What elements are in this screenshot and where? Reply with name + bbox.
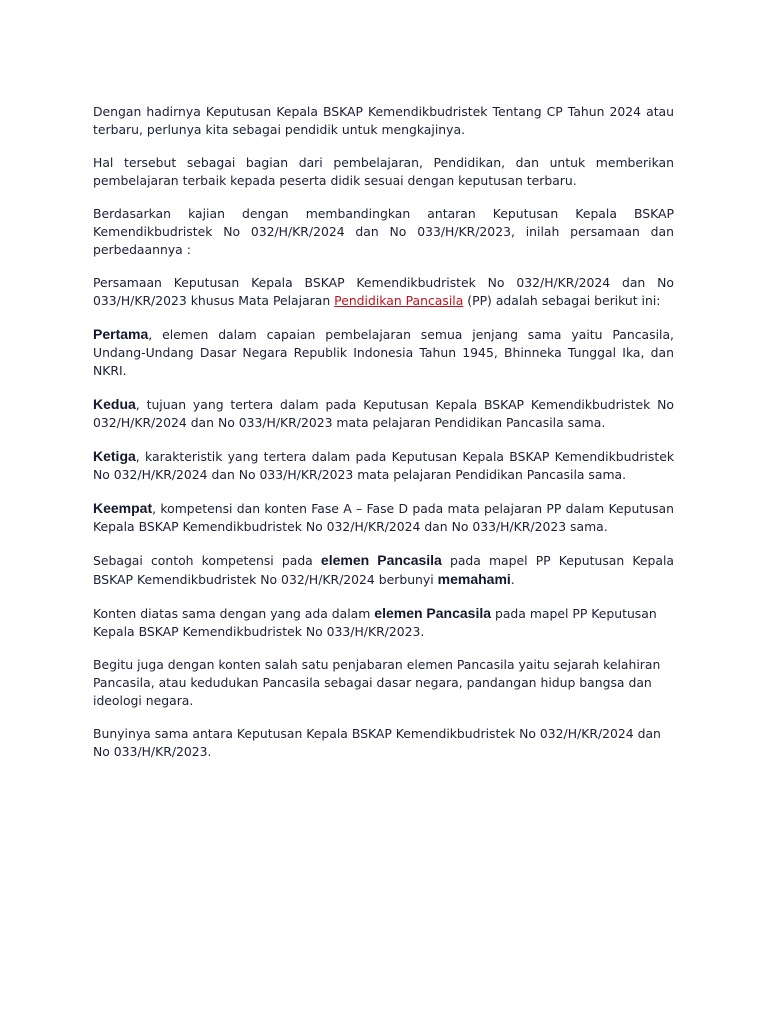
point-third-text: , karakteristik yang tertera dalam pada Keputusan Kepala BSKAP Kemendikbudristek No 032/H/KR/2024 dan No 033/H/KR/2023 mata pelajaran Pendidikan Pancasila sama. bbox=[93, 449, 674, 482]
point-first-label: Pertama bbox=[93, 326, 149, 342]
paragraph-example bbox=[93, 551, 674, 589]
paragraph-history: Begitu juga dengan konten salah satu penjabaran elemen Pancasila yaitu sejarah kelahiran Pancasila, atau kedudukan Pancasila sebagai dasar negara, pandangan hidup bangsa dan ideologi negara. bbox=[93, 657, 661, 708]
content-same-element-label: elemen Pancasila bbox=[374, 605, 492, 621]
content-same-text-end: pada mapel PP Keputusan Kepala BSKAP Kemendikbudristek No 033/H/KR/2023. bbox=[93, 606, 657, 639]
content-same-text-start: Konten diatas sama dengan yang ada dalam bbox=[93, 606, 375, 621]
paragraph-similarities bbox=[93, 274, 674, 310]
paragraph-conclusion: Bunyinya sama antara Keputusan Kepala BSKAP Kemendikbudristek No 032/H/KR/2024 dan No 033/H/KR/2023. bbox=[93, 726, 661, 759]
example-text-end: . bbox=[510, 572, 515, 587]
paragraph-similarities-text: Persamaan Keputusan Kepala BSKAP Kemendikbudristek No 032/H/KR/2024 dan No 033/H/KR/2023 khusus Mata Pelajaran bbox=[93, 275, 674, 308]
point-first-text: , elemen dalam capaian pembelajaran semua jenjang sama yaitu Pancasila, Undang-Undang Dasar Negara Republik Indonesia Tahun 1945, Bhinneka Tunggal Ika, dan NKRI. bbox=[93, 327, 674, 378]
paragraph-similarities-tail: (PP) adalah sebagai berikut ini: bbox=[463, 293, 661, 308]
point-third-label: Ketiga bbox=[93, 448, 136, 464]
point-fourth-text: , kompetensi dan konten Fase A – Fase D pada mata pelajaran PP dalam Keputusan Kepala BSKAP Kemendikbudristek No 032/H/KR/2024 dan No 033/H/KR/2023 sama. bbox=[93, 501, 674, 534]
document-body bbox=[93, 103, 674, 776]
paragraph-point-third bbox=[93, 447, 674, 484]
paragraph-point-first bbox=[93, 325, 674, 380]
paragraph-comparison-intro: Berdasarkan kajian dengan membandingkan antaran Keputusan Kepala BSKAP Kemendikbudristek No 032/H/KR/2024 dan No 033/H/KR/2023, inilah persamaan dan perbedaannya : bbox=[93, 206, 674, 257]
example-competency-label: memahami bbox=[437, 571, 511, 587]
point-second-label: Kedua bbox=[93, 396, 136, 412]
example-text-start: Sebagai contoh kompetensi pada bbox=[93, 553, 321, 568]
example-element-label: elemen Pancasila bbox=[320, 552, 442, 568]
point-second-text: , tujuan yang tertera dalam pada Keputusan Kepala BSKAP Kemendikbudristek No 032/H/KR/2024 dan No 033/H/KR/2023 mata pelajaran Pendidikan Pancasila sama. bbox=[93, 397, 674, 430]
paragraph-intro: Dengan hadirnya Keputusan Kepala BSKAP Kemendikbudristek Tentang CP Tahun 2024 atau terbaru, perlunya kita sebagai pendidik untuk mengkajinya. bbox=[93, 104, 674, 137]
paragraph-point-fourth bbox=[93, 499, 674, 536]
paragraph-purpose: Hal tersebut sebagai bagian dari pembelajaran, Pendidikan, dan untuk memberikan pembelajaran terbaik kepada peserta didik sesuai dengan keputusan terbaru. bbox=[93, 155, 674, 188]
paragraph-content-same bbox=[93, 604, 674, 641]
point-fourth-label: Keempat bbox=[93, 500, 153, 516]
paragraph-point-second bbox=[93, 395, 674, 432]
pendidikan-pancasila-link[interactable]: Pendidikan Pancasila bbox=[334, 293, 464, 308]
example-text-middle: pada mapel PP Keputusan Kepala BSKAP Kemendikbudristek No 032/H/KR/2024 berbunyi bbox=[93, 553, 674, 587]
